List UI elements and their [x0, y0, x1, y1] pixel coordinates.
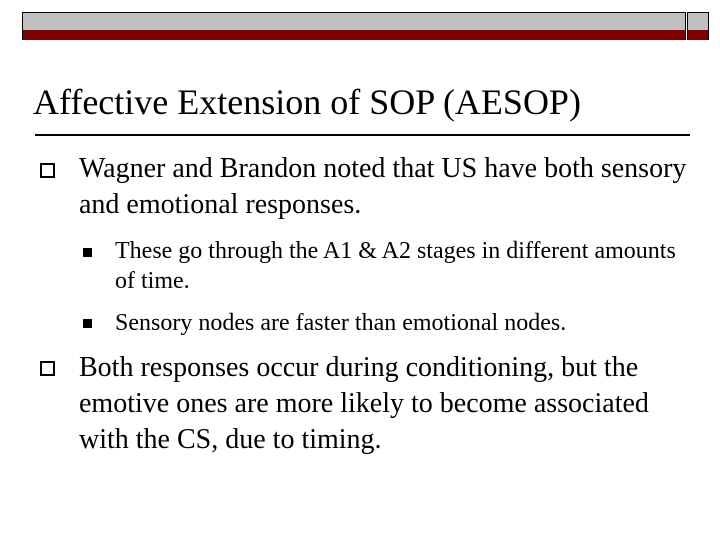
filled-square-icon — [83, 248, 92, 257]
slide-title: Affective Extension of SOP (AESOP) — [33, 82, 581, 122]
top-banner-corner-stripe — [688, 30, 708, 40]
top-banner-stripe — [23, 30, 685, 40]
filled-square-icon — [83, 319, 92, 328]
bullet-item: Both responses occur during conditioning, but the emotive ones are more likely to become associated with the CS, due to timing. — [79, 352, 649, 455]
top-banner-bar — [22, 12, 686, 40]
top-banner-corner-box — [687, 12, 709, 40]
title-divider — [35, 134, 690, 136]
hollow-square-icon — [40, 361, 55, 376]
sub-bullet-item: Sensory nodes are faster than emotional nodes. — [115, 310, 567, 336]
hollow-square-icon — [40, 163, 55, 178]
sub-bullet-item: These go through the A1 & A2 stages in different amounts of time. — [115, 238, 676, 294]
bullet-item: Wagner and Brandon noted that US have both sensory and emotional responses. — [79, 153, 687, 220]
